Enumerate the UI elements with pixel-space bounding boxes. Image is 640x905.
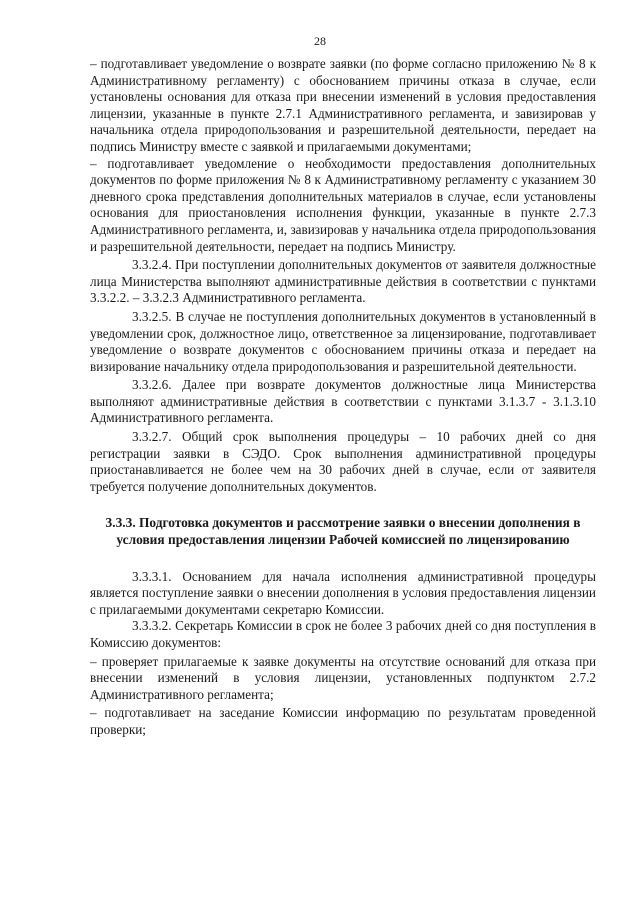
section-heading: 3.3.3. Подготовка документов и рассмотрение заявки о внесении дополнения в условия предоставления лицензии Рабочей комиссией по лицензированию [105, 515, 581, 548]
paragraph: – подготавливает уведомление о необходимости предоставления дополнительных документов по форме приложения № 8 к Административному регламенту с указанием 30 дневного срока представления дополнительных материалов в случае, если установлены основания для приостановления исполнения функции, указанные в пункте 2.7.3 Административного регламента, и, завизировав у начальника отдела природопользования и разрешительной деятельности, передает на подпись Министру. [90, 155, 596, 254]
paragraph: – проверяет прилагаемые к заявке документы на отсутствие оснований для отказа при внесении изменений в условия лицензии, установленных подпунктом 2.7.2 Административного регламента; [90, 653, 596, 702]
paragraph: 3.3.2.6. Далее при возврате документов должностные лица Министерства выполняют административные действия в соответствии с пунктами 3.1.3.7 - 3.1.3.10 Административного регламента. [90, 377, 596, 426]
paragraph: – подготавливает уведомление о возврате заявки (по форме согласно приложению № 8 к Административному регламенту) с обоснованием причины отказа в случае, если установлены основания для отказа при внесении изменений в условия предоставления лицензии, указанные в пункте 2.7.1 Административного регламента, и завизировав у начальника отдела природопользования и разрешительной деятельности, передает на подпись Министру вместе с заявкой и прилагаемыми документами; [90, 56, 596, 154]
page-number: 28 [314, 34, 326, 48]
paragraph: 3.3.2.4. При поступлении дополнительных документов от заявителя должностные лица Министерства выполняют административные действия в соответствии с пунктами 3.3.2.2. – 3.3.2.3 Административного регламента. [90, 257, 596, 306]
document-body [90, 56, 596, 739]
paragraph: 3.3.2.5. В случае не поступления дополнительных документов в установленный в уведомлении срок, должностное лицо, ответственное за лицензирование, подготавливает уведомление о возврате документов с обоснованием причины отказа и передает на визирование начальнику отдела природопользования и разрешительной деятельности. [90, 308, 596, 374]
paragraph: 3.3.3.2. Секретарь Комиссии в срок не более 3 рабочих дней со дня поступления в Комиссию документов: [90, 618, 596, 650]
paragraph: 3.3.2.7. Общий срок выполнения процедуры – 10 рабочих дней со дня регистрации заявки в СЭДО. Срок выполнения административной процедуры приостанавливается не более чем на 30 рабочих дней в случае, если от заявителя требуется получение дополнительных документов. [90, 429, 596, 494]
paragraph: 3.3.3.1. Основанием для начала исполнения административной процедуры является поступление заявки о внесении дополнения в условия предоставления лицензии с прилагаемыми документами секретарю Комиссии. [90, 568, 596, 617]
paragraph: – подготавливает на заседание Комиссии информацию по результатам проведенной проверки; [90, 705, 596, 737]
